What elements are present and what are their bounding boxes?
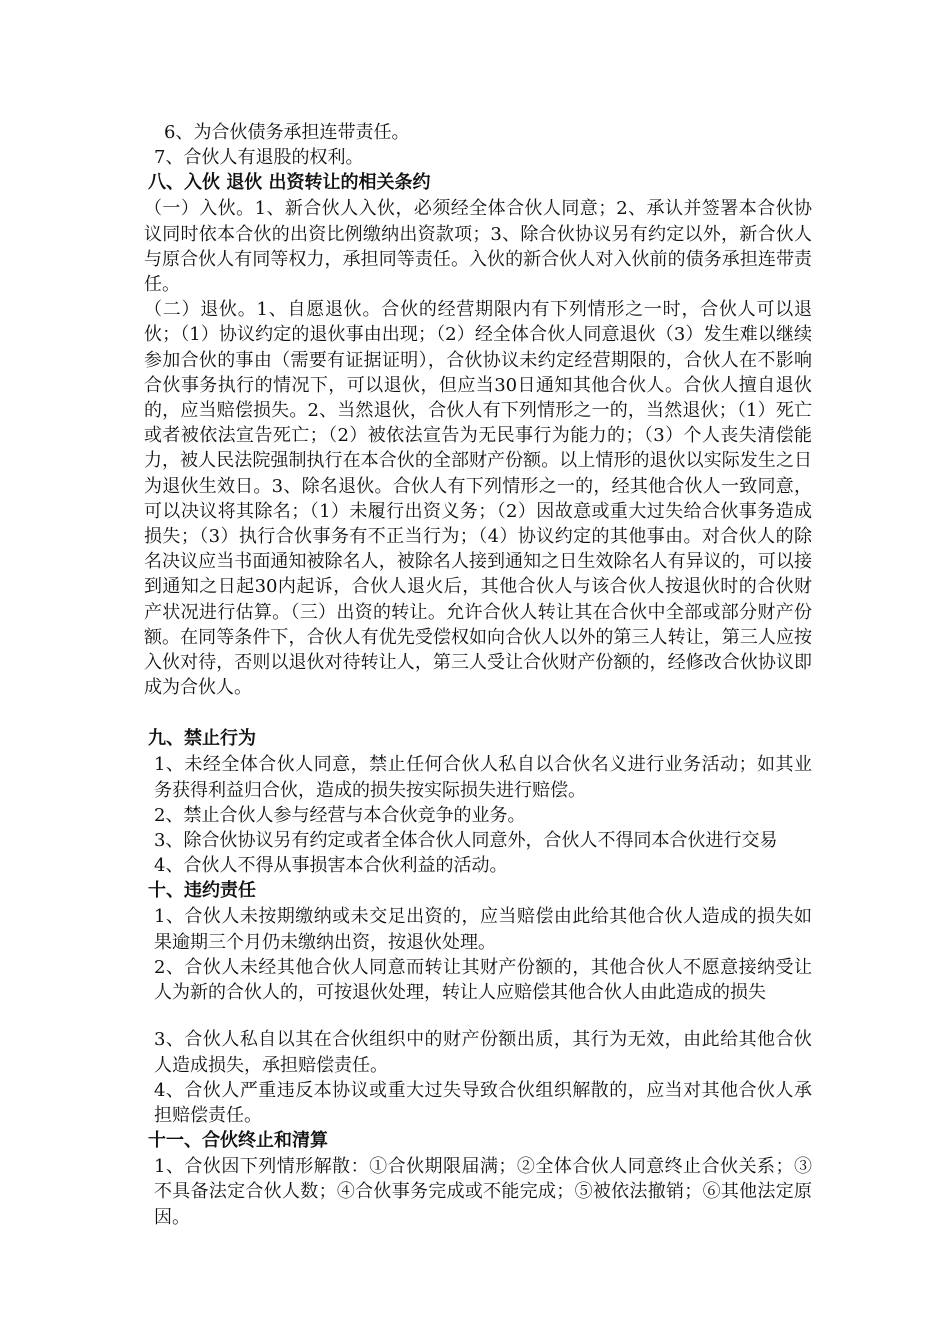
- clause-item-7: 7、合伙人有退股的权利。: [154, 147, 364, 169]
- section-11-heading: 十一、合伙终止和清算: [148, 1130, 328, 1152]
- section-9-heading: 九、禁止行为: [148, 728, 256, 750]
- section-10-item-2: 2、合伙人未经其他合伙人同意而转让其财产份额的，其他合伙人不愿意接纳受让人为新的合伙人的，可按退伙处理，转让人应赔偿其他合伙人由此造成的损失: [154, 956, 812, 1004]
- section-9-item-3: 3、除合伙协议另有约定或者全体合伙人同意外，合伙人不得同本合伙进行交易: [154, 830, 778, 852]
- section-8-joining-paragraph: （一）入伙。1、新合伙人入伙，必须经全体合伙人同意；2、承认并签署本合伙协议同时依本合伙的出资比例缴纳出资款项；3、除合伙协议另有约定以外，新合伙人与原合伙人有同等权力，承担同等责任。入伙的新合伙人对入伙前的债务承担连带责任。: [144, 198, 812, 296]
- section-9-item-2: 2、禁止合伙人参与经营与本合伙竞争的业务。: [154, 804, 526, 826]
- section-10-item-3: 3、合伙人私自以其在合伙组织中的财产份额出质，其行为无效，由此给其他合伙人造成损失，承担赔偿责任。: [154, 1029, 812, 1076]
- section-11-item-1: 1、合伙因下列情形解散：①合伙期限届满；②全体合伙人同意终止合伙关系；③不具备法定合伙人数；④合伙事务完成或不能完成；⑤被依法撤销；⑥其他法定原因。: [154, 1156, 812, 1228]
- clause-item-6: 6、为合伙债务承担连带责任。: [164, 122, 410, 143]
- section-10-item-4: 4、合伙人严重违反本协议或重大过失导致合伙组织解散的，应当对其他合伙人承担赔偿责任。: [154, 1079, 812, 1126]
- item-gap: [144, 1005, 812, 1027]
- section-10-item-1: 1、合伙人未按期缴纳或未交足出资的，应当赔偿由此给其他合伙人造成的损失如果逾期三个月仍未缴纳出资，按退伙处理。: [154, 906, 812, 953]
- section-10-heading: 十、违约责任: [148, 880, 256, 902]
- section-9-item-4: 4、合伙人不得从事损害本合伙利益的活动。: [154, 855, 508, 877]
- section-8-withdrawal-paragraph: （二）退伙。1、自愿退伙。合伙的经营期限内有下列情形之一时，合伙人可以退伙；（1）协议约定的退伙事由出现；（2）经全体合伙人同意退伙（3）发生难以继续参加合伙的事由（需要有证据证明），合伙协议未约定经营期限的，合伙人在不影响合伙事务执行的情况下，可以退伙，但应当30日通知其他合伙人。合伙人擅自退伙的，应当赔偿损失。2、当然退伙，合伙人有下列情形之一的，当然退伙；（1）死亡或者被依法宣告死亡；（2）被依法宣告为无民事行为能力的；（3）个人丧失清偿能力，被人民法院强制执行在本合伙的全部财产份额。以上情形的退伙以实际发生之日为退伙生效日。3、除名退伙。合伙人有下列情形之一的，经其他合伙人一致同意，可以决议将其除名；（1）未履行出资义务；（2）因故意或重大过失给合伙事务造成损失；（3）执行合伙事务有不正当行为；（4）协议约定的其他事由。对合伙人的除名决议应当书面通知被除名人，被除名人接到通知之日生效除名人有异议的，可以接到通知之日起30内起诉，合伙人退火后，其他合伙人与该合伙人按退伙时的合伙财产状况进行估算。（三）出资的转让。允许合伙人转让其在合伙中全部或部分财产份额。在同等条件下，合伙人有优先受偿权如向合伙人以外的第三人转让，第三人应按入伙对待，否则以退伙对待转让人，第三人受让合伙财产份额的，经修改合伙协议即成为合伙人。: [144, 299, 812, 699]
- document-page: [144, 120, 812, 1230]
- section-9-item-1: 1、未经全体合伙人同意，禁止任何合伙人私自以合伙名义进行业务活动；如其业务获得利益归合伙，造成的损失按实际损失进行赔偿。: [154, 754, 812, 801]
- section-8-heading: 八、入伙 退伙 出资转让的相关条约: [148, 172, 431, 194]
- section-gap: [144, 700, 812, 726]
